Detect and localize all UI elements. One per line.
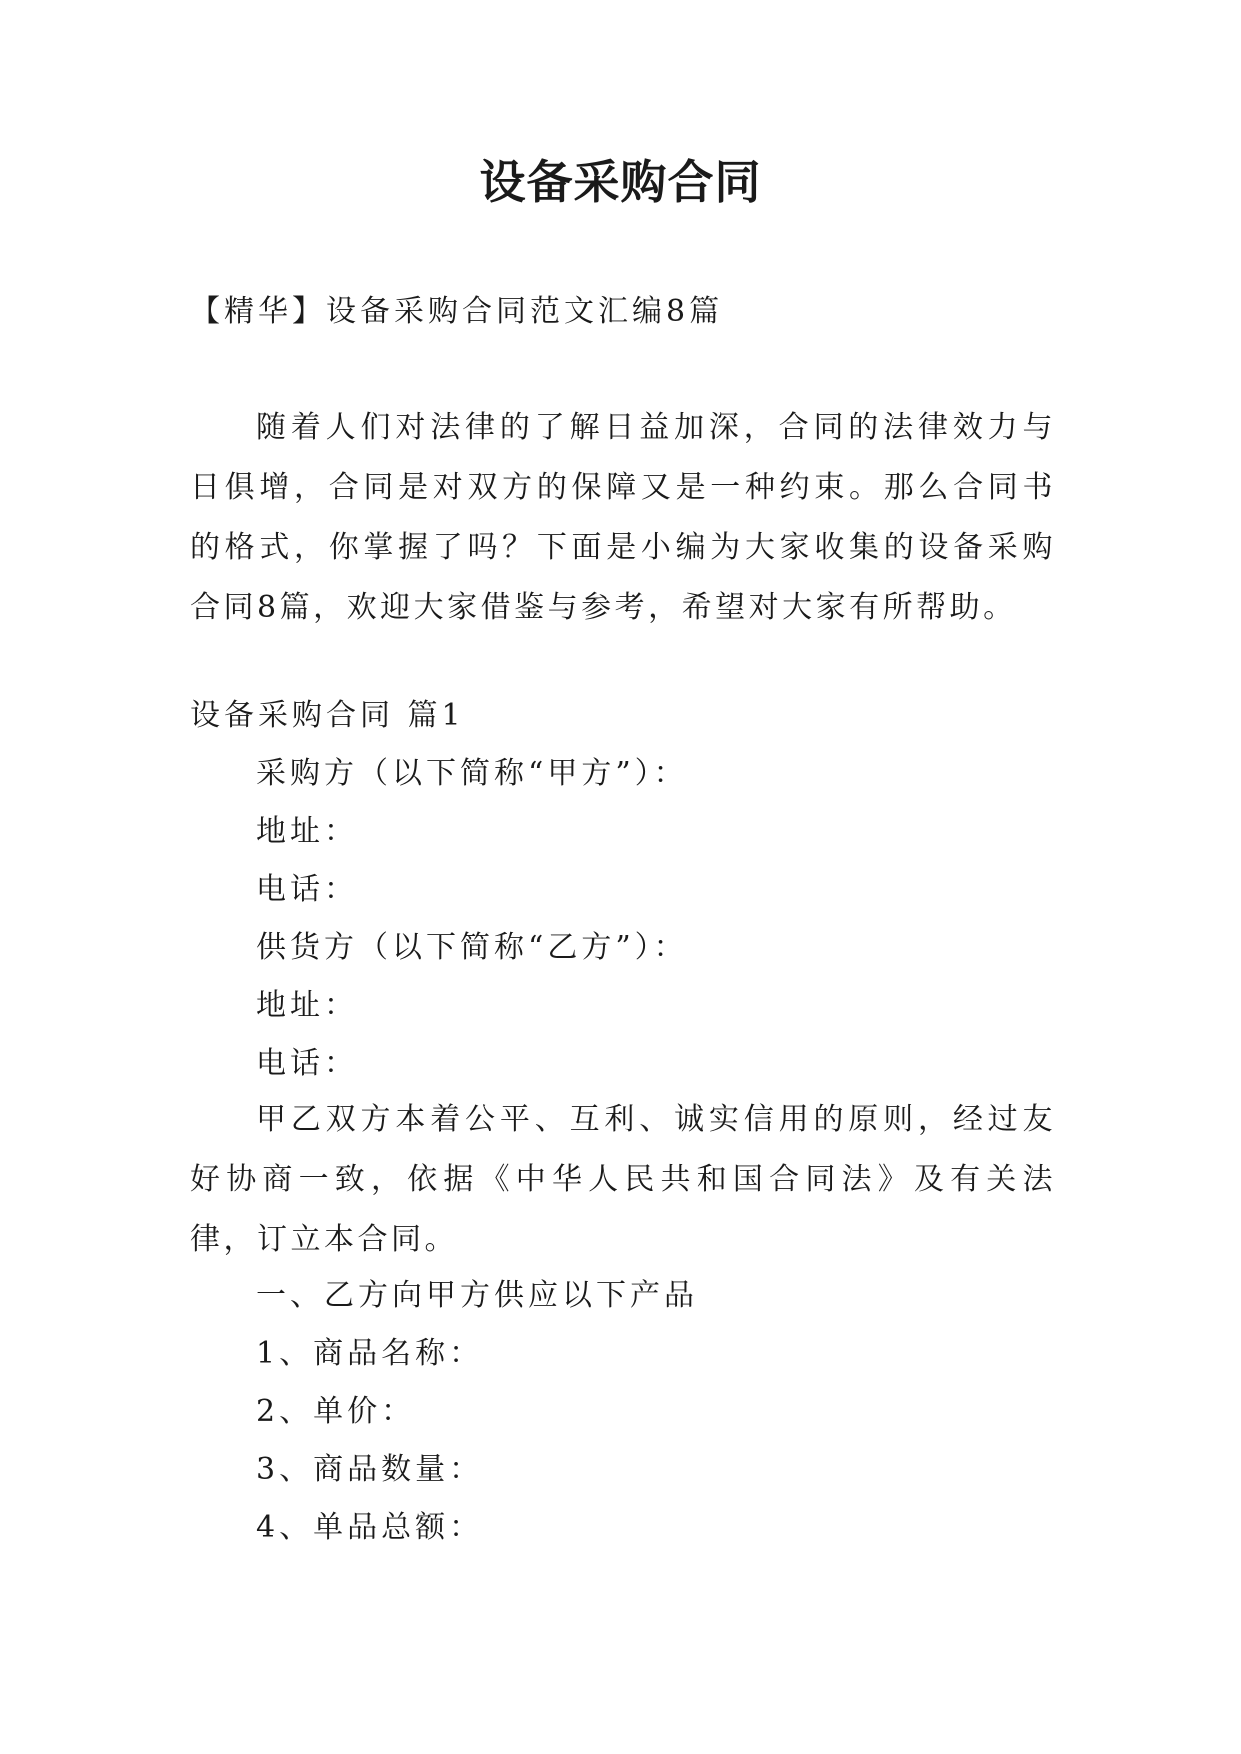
clause-one-heading: 一、乙方向甲方供应以下产品 bbox=[256, 1278, 698, 1313]
buyer-address-line: 地址： bbox=[256, 814, 358, 849]
section-heading: 设备采购合同 篇1 bbox=[190, 698, 465, 733]
item-total-line: 4、单品总额： bbox=[256, 1510, 484, 1545]
supplier-phone-line: 电话： bbox=[256, 1046, 358, 1081]
principle-paragraph: 甲乙双方本着公平、互利、诚实信用的原则，经过友好协商一致，依据《中华人民共和国合同法》及有关法律，订立本合同。 bbox=[190, 1102, 1056, 1257]
item-quantity-line: 3、商品数量： bbox=[256, 1452, 484, 1487]
document-subtitle: 【精华】设备采购合同范文汇编8篇 bbox=[190, 294, 724, 329]
buyer-phone-line: 电话： bbox=[256, 872, 358, 907]
supplier-line: 供货方（以下简称“乙方”）： bbox=[256, 930, 688, 965]
intro-paragraph: 随着人们对法律的了解日益加深，合同的法律效力与日俱增，合同是对双方的保障又是一种约束。那么合同书的格式，你掌握了吗？下面是小编为大家收集的设备采购合同8篇，欢迎大家借鉴与参考，希望对大家有所帮助。 bbox=[190, 410, 1056, 625]
item-name-line: 1、商品名称： bbox=[256, 1336, 484, 1371]
document-title: 设备采购合同 bbox=[479, 155, 762, 209]
supplier-address-line: 地址： bbox=[256, 988, 358, 1023]
item-price-line: 2、单价： bbox=[256, 1394, 416, 1429]
buyer-line: 采购方（以下简称“甲方”）： bbox=[256, 756, 688, 791]
